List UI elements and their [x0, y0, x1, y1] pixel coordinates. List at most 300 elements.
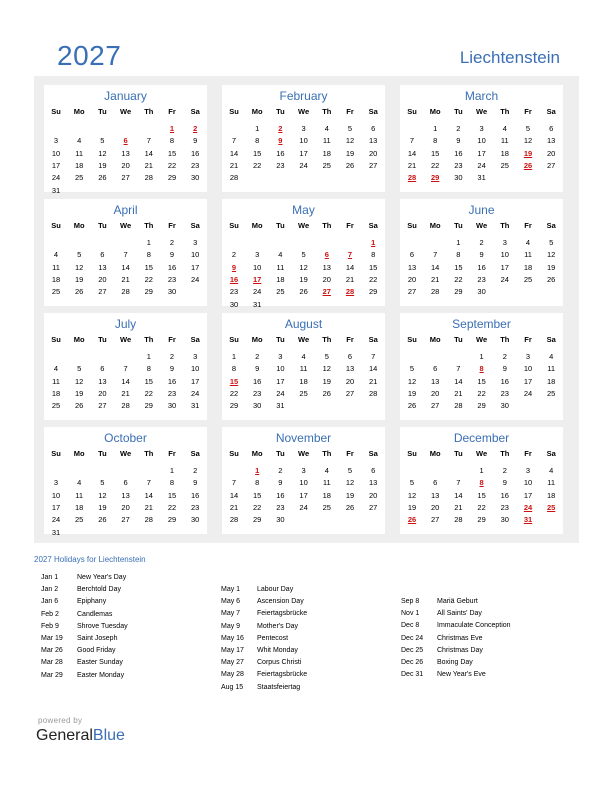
calendar-day: 14	[144, 490, 153, 500]
calendar-day: 11	[52, 376, 60, 386]
weekday-header: Sa	[546, 449, 556, 458]
holiday-name: Berchtold Day	[77, 586, 121, 594]
calendar-day: 5	[301, 250, 306, 260]
holiday-day: 2	[278, 124, 283, 133]
calendar-day: 20	[121, 502, 130, 512]
holiday-date: Jan 6	[41, 598, 59, 606]
calendar-grid	[34, 76, 579, 543]
calendar-day: 3	[301, 466, 306, 475]
month-december	[400, 427, 563, 534]
calendar-day: 1	[479, 352, 484, 361]
calendar-day: 12	[98, 148, 107, 158]
calendar-day: 20	[547, 148, 556, 158]
calendar-day: 23	[276, 502, 285, 512]
calendar-day: 4	[77, 136, 82, 146]
calendar-day: 14	[121, 262, 130, 272]
calendar-day: 4	[549, 466, 554, 475]
calendar-day: 14	[407, 148, 417, 158]
calendar-day: 28	[121, 401, 130, 411]
weekday-header: Tu	[454, 449, 463, 458]
calendar-day: 10	[191, 250, 200, 260]
calendar-day: 16	[276, 148, 285, 158]
holiday-day: 6	[324, 250, 329, 260]
holiday-name: Christmas Eve	[437, 634, 483, 642]
holiday-day: 15	[229, 376, 239, 386]
holiday-date: Nov 1	[401, 610, 420, 618]
calendar-day: 1	[231, 352, 237, 361]
month-september	[400, 313, 563, 420]
calendar-day: 16	[191, 490, 200, 500]
holiday-date: May 17	[221, 646, 244, 654]
holiday-day: 31	[523, 515, 533, 525]
holiday-day: 26	[523, 160, 533, 170]
calendar-day: 6	[100, 364, 105, 374]
holiday-date: May 28	[221, 671, 244, 679]
weekday-header: Su	[51, 107, 61, 116]
calendar-day: 24	[51, 173, 61, 183]
powered-by-text: powered by	[38, 716, 83, 725]
calendar-day: 26	[547, 274, 556, 284]
holiday-name: Feiertagsbrücke	[257, 610, 308, 618]
calendar-day: 21	[121, 274, 130, 284]
calendar-day: 28	[144, 515, 153, 525]
calendar-day: 27	[369, 160, 378, 170]
calendar-day: 18	[547, 376, 556, 386]
calendar-day: 14	[144, 148, 153, 158]
calendar-day: 31	[253, 299, 262, 309]
weekday-header: Mo	[251, 221, 263, 230]
calendar-day: 1	[479, 466, 484, 475]
calendar-day: 19	[407, 388, 417, 398]
calendar-day: 28	[229, 173, 239, 183]
weekday-header: Tu	[98, 221, 107, 230]
weekday-header: We	[298, 107, 310, 116]
holiday-day: 7	[347, 250, 353, 260]
calendar-day: 7	[409, 136, 415, 146]
calendar-day: 15	[477, 490, 486, 500]
weekday-header: Tu	[454, 107, 463, 116]
calendar-day: 23	[477, 274, 486, 284]
weekday-header: Su	[407, 221, 417, 230]
calendar-day: 13	[98, 376, 107, 386]
calendar-day: 10	[299, 136, 308, 146]
weekday-header: Th	[500, 449, 510, 458]
calendar-day: 20	[369, 490, 378, 500]
calendar-day: 2	[169, 352, 175, 361]
weekday-header: We	[120, 335, 132, 344]
calendar-day: 24	[191, 274, 200, 284]
calendar-day: 9	[193, 478, 198, 488]
holiday-day: 8	[479, 364, 484, 374]
calendar-day: 19	[98, 502, 107, 512]
calendar-day: 29	[454, 287, 463, 297]
holiday-date: May 1	[221, 586, 241, 593]
calendar-day: 15	[253, 490, 262, 500]
calendar-day: 10	[299, 478, 308, 488]
calendar-day: 25	[51, 401, 61, 411]
calendar-day: 31	[477, 173, 486, 183]
brand-blue: Blue	[92, 727, 125, 744]
calendar-day: 13	[547, 136, 556, 146]
weekday-header: Mo	[73, 221, 85, 230]
calendar-day: 4	[53, 364, 59, 374]
calendar-day: 17	[299, 148, 308, 158]
calendar-day: 3	[193, 238, 198, 247]
weekday-header: Th	[322, 107, 332, 116]
calendar-day: 9	[278, 478, 283, 488]
calendar-day: 15	[431, 148, 440, 158]
calendar-day: 15	[369, 262, 378, 272]
holiday-date: Dec 8	[401, 622, 420, 630]
holiday-day: 1	[255, 466, 260, 475]
calendar-day: 28	[454, 401, 463, 411]
calendar-day: 22	[454, 274, 463, 284]
calendar-day: 13	[369, 478, 378, 488]
calendar-day: 24	[253, 287, 262, 297]
calendar-day: 11	[75, 490, 84, 500]
calendar-day: 24	[276, 388, 285, 398]
calendar-day: 9	[502, 478, 507, 488]
calendar-day: 2	[502, 352, 507, 361]
calendar-day: 10	[276, 364, 285, 374]
weekday-header: Su	[51, 449, 61, 458]
calendar-day: 21	[454, 388, 463, 398]
month-april	[44, 199, 207, 306]
calendar-day: 26	[345, 502, 355, 512]
calendar-day: 27	[121, 173, 130, 183]
weekday-header: Fr	[524, 335, 532, 344]
month-november	[222, 427, 385, 534]
calendar-day: 12	[75, 376, 84, 386]
calendar-day: 3	[278, 352, 283, 361]
weekday-header: Sa	[190, 335, 200, 344]
weekday-header: Sa	[368, 335, 378, 344]
weekday-header: Th	[144, 449, 154, 458]
calendar-day: 23	[454, 160, 463, 170]
weekday-header: Tu	[454, 221, 463, 230]
calendar-day: 17	[523, 490, 533, 500]
weekday-header: We	[298, 449, 310, 458]
year-title: 2027	[57, 40, 122, 71]
calendar-day: 18	[51, 388, 61, 398]
calendar-day: 10	[51, 490, 61, 500]
weekday-header: Tu	[276, 221, 285, 230]
weekday-header: Sa	[190, 107, 200, 116]
calendar-day: 30	[500, 401, 509, 411]
weekday-header: Mo	[73, 449, 85, 458]
calendar-day: 23	[167, 388, 177, 398]
weekday-header: Fr	[346, 107, 354, 116]
weekday-header: Th	[500, 221, 510, 230]
calendar-day: 14	[121, 376, 130, 386]
weekday-header: Mo	[429, 221, 441, 230]
calendar-day: 18	[523, 262, 533, 272]
holiday-day: 6	[123, 136, 128, 146]
calendar-day: 20	[407, 274, 417, 284]
calendar-day: 5	[100, 136, 105, 146]
calendar-day: 4	[324, 124, 329, 133]
calendar-day: 22	[369, 274, 378, 284]
weekday-header: We	[120, 107, 132, 116]
calendar-day: 14	[345, 262, 355, 272]
weekday-header: Mo	[73, 107, 85, 116]
calendar-day: 24	[299, 160, 308, 170]
calendar-day: 20	[98, 274, 107, 284]
calendar-day: 31	[51, 185, 61, 195]
holiday-name: Corpus Christi	[257, 659, 302, 667]
calendar-day: 17	[500, 262, 509, 272]
holiday-name: Epiphany	[77, 598, 107, 606]
calendar-day: 16	[500, 376, 509, 386]
calendar-day: 13	[345, 364, 355, 374]
weekday-header: Th	[144, 107, 154, 116]
calendar-day: 5	[409, 478, 415, 488]
calendar-day: 16	[477, 262, 486, 272]
month-title: July	[114, 317, 137, 331]
calendar-day: 31	[51, 527, 61, 537]
calendar-day: 25	[322, 160, 331, 170]
calendar-day: 23	[500, 502, 509, 512]
calendar-day: 13	[431, 376, 440, 386]
calendar-day: 8	[169, 136, 175, 146]
calendar-day: 16	[167, 262, 177, 272]
calendar-day: 8	[231, 364, 237, 374]
calendar-day: 3	[525, 466, 531, 475]
calendar-day: 6	[347, 352, 353, 361]
holiday-date: Jan 2	[41, 586, 59, 594]
calendar-day: 3	[479, 124, 484, 133]
calendar-day: 11	[75, 148, 84, 158]
calendar-day: 27	[98, 401, 107, 411]
holiday-date: May 7	[221, 610, 241, 618]
holiday-day: 9	[278, 136, 283, 146]
calendar-day: 22	[253, 502, 262, 512]
calendar-day: 25	[51, 287, 61, 297]
brand-general: General	[36, 727, 93, 744]
holiday-date: Feb 9	[41, 622, 59, 630]
holiday-name: Easter Sunday	[77, 659, 123, 667]
calendar-day: 11	[547, 478, 556, 488]
calendar-day: 30	[229, 299, 239, 309]
calendar-day: 20	[431, 388, 440, 398]
month-title: April	[113, 203, 138, 217]
calendar-day: 8	[255, 136, 260, 146]
calendar-day: 20	[369, 148, 378, 158]
weekday-header: Fr	[168, 335, 176, 344]
calendar-day: 1	[255, 124, 260, 133]
calendar-day: 23	[229, 287, 239, 297]
weekday-header: Su	[407, 335, 417, 344]
calendar-day: 21	[229, 160, 239, 170]
calendar-day: 3	[193, 352, 198, 361]
weekday-header: Th	[322, 335, 332, 344]
calendar-day: 30	[454, 173, 463, 183]
calendar-day: 12	[345, 136, 355, 146]
weekday-header: Th	[144, 221, 154, 230]
calendar-day: 23	[167, 274, 177, 284]
holiday-day: 27	[322, 287, 331, 297]
calendar-day: 13	[98, 262, 107, 272]
weekday-header: Sa	[546, 107, 556, 116]
weekday-header: Sa	[190, 221, 200, 230]
weekday-header: Fr	[346, 335, 354, 344]
weekday-header: Mo	[73, 335, 85, 344]
calendar-day: 6	[371, 466, 376, 475]
weekday-header: We	[476, 107, 488, 116]
calendar-day: 15	[454, 262, 463, 272]
calendar-day: 12	[523, 136, 533, 146]
calendar-day: 14	[369, 364, 378, 374]
calendar-day: 30	[191, 173, 200, 183]
calendar-day: 23	[276, 160, 285, 170]
holiday-date: Dec 24	[401, 634, 424, 642]
calendar-day: 25	[523, 274, 533, 284]
holiday-day: 17	[253, 274, 262, 284]
calendar-day: 19	[299, 274, 308, 284]
calendar-day: 31	[276, 401, 285, 411]
weekday-header: We	[298, 335, 310, 344]
calendar-day: 7	[433, 250, 438, 260]
holiday-name: Good Friday	[77, 647, 116, 655]
calendar-day: 27	[431, 401, 440, 411]
calendar-day: 27	[98, 287, 107, 297]
holiday-day: 28	[407, 173, 417, 183]
holiday-name: New Year's Day	[77, 574, 127, 581]
holiday-name: Whit Monday	[257, 646, 298, 654]
calendar-day: 5	[347, 124, 353, 133]
holiday-date: May 9	[221, 622, 241, 630]
calendar-day: 25	[500, 160, 509, 170]
calendar-day: 28	[454, 515, 463, 525]
calendar-day: 21	[144, 502, 153, 512]
calendar-day: 21	[407, 160, 417, 170]
holiday-name: Mother's Day	[257, 622, 299, 630]
calendar-day: 29	[477, 401, 486, 411]
calendar-day: 20	[322, 274, 331, 284]
calendar-day: 28	[144, 173, 153, 183]
calendar-day: 3	[502, 238, 507, 247]
calendar-day: 12	[98, 490, 107, 500]
calendar-day: 1	[146, 352, 151, 361]
calendar-day: 25	[75, 173, 84, 183]
month-title: June	[468, 203, 495, 217]
holiday-name: Feiertagsbrücke	[257, 671, 308, 679]
calendar-day: 18	[276, 274, 285, 284]
weekday-header: Mo	[251, 449, 263, 458]
calendar-day: 7	[231, 136, 237, 146]
month-january	[44, 85, 207, 195]
calendar-day: 29	[253, 515, 262, 525]
calendar-day: 31	[191, 401, 200, 411]
calendar-day: 28	[369, 388, 378, 398]
holiday-name: Boxing Day	[437, 658, 473, 666]
weekday-header: Sa	[546, 335, 556, 344]
calendar-day: 27	[431, 515, 440, 525]
holiday-name: Labour Day	[257, 586, 294, 593]
calendar-day: 26	[98, 173, 107, 183]
weekday-header: We	[476, 221, 488, 230]
calendar-day: 16	[253, 376, 262, 386]
holiday-name: Mariä Geburt	[437, 598, 478, 605]
month-august	[222, 313, 385, 420]
calendar-day: 30	[253, 401, 262, 411]
month-july	[44, 313, 207, 420]
holiday-day: 26	[407, 515, 417, 525]
holiday-date: May 6	[221, 598, 241, 606]
calendar-day: 10	[523, 364, 533, 374]
holiday-day: 29	[431, 173, 440, 183]
calendar-day: 19	[98, 160, 107, 170]
calendar-day: 27	[369, 502, 378, 512]
calendar-day: 17	[299, 490, 308, 500]
calendar-day: 17	[477, 148, 486, 158]
calendar-day: 7	[146, 136, 151, 146]
calendar-day: 22	[229, 388, 239, 398]
calendar-day: 21	[121, 388, 130, 398]
weekday-header: Su	[229, 449, 239, 458]
calendar-day: 11	[52, 262, 60, 272]
calendar-day: 18	[547, 490, 556, 500]
calendar-day: 22	[253, 160, 262, 170]
calendar-day: 5	[77, 250, 82, 260]
month-title: October	[104, 431, 147, 445]
calendar-day: 10	[500, 250, 509, 260]
calendar-day: 25	[322, 502, 331, 512]
holiday-day: 25	[547, 502, 556, 512]
calendar-day: 26	[98, 515, 107, 525]
calendar-day: 20	[345, 376, 355, 386]
calendar-day: 12	[345, 478, 355, 488]
calendar-day: 2	[231, 250, 237, 260]
calendar-day: 17	[191, 262, 200, 272]
generalblue-logo[interactable]	[36, 727, 125, 745]
calendar-day: 19	[407, 502, 417, 512]
calendar-day: 5	[525, 124, 531, 133]
calendar-day: 11	[322, 478, 331, 488]
weekday-header: Fr	[524, 221, 532, 230]
calendar-day: 7	[123, 364, 128, 374]
calendar-day: 13	[369, 136, 378, 146]
calendar-day: 5	[549, 238, 554, 247]
calendar-day: 5	[100, 478, 105, 488]
calendar-day: 13	[121, 148, 130, 158]
calendar-day: 27	[121, 515, 130, 525]
holidays-heading: 2027 Holidays for Liechtenstein	[34, 555, 146, 564]
calendar-day: 24	[299, 502, 308, 512]
calendar-day: 30	[191, 515, 200, 525]
calendar-day: 7	[123, 250, 128, 260]
month-title: May	[292, 203, 315, 217]
holiday-name: Christmas Day	[437, 646, 483, 654]
weekday-header: Fr	[168, 107, 176, 116]
calendar-day: 10	[253, 262, 262, 272]
calendar-day: 9	[502, 364, 507, 374]
calendar-day: 2	[479, 238, 484, 247]
calendar-day: 19	[75, 388, 84, 398]
calendar-day: 6	[100, 250, 105, 260]
holiday-name: Immaculate Conception	[437, 622, 511, 630]
calendar-day: 2	[193, 466, 198, 475]
weekday-header: Sa	[546, 221, 556, 230]
calendar-day: 1	[169, 466, 175, 475]
calendar-day: 28	[121, 287, 130, 297]
calendar-day: 28	[431, 287, 440, 297]
calendar-day: 28	[229, 515, 239, 525]
calendar-day: 16	[191, 148, 200, 158]
calendar-day: 30	[276, 515, 285, 525]
weekday-header: We	[476, 449, 488, 458]
calendar-day: 23	[253, 388, 262, 398]
